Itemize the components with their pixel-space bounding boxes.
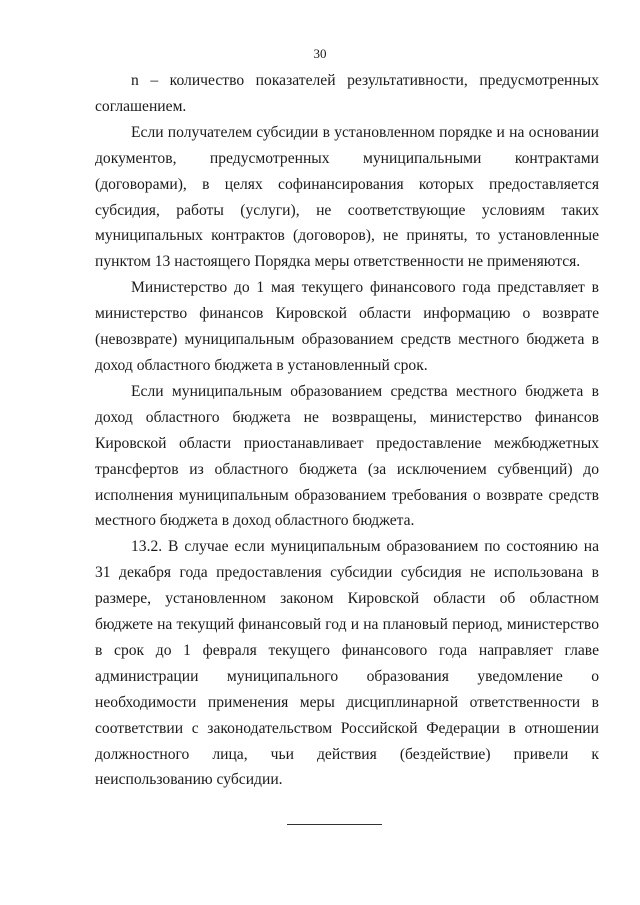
document-body (95, 68, 599, 793)
paragraph-13-2-disciplinary: 13.2. В случае если муниципальным образованием по состоянию на 31 декабря года предоставления субсидии субсидия не использована в размере, установленном законом Кировской области об областном бюджете на текущий финансовый год и на плановый период, министерство в срок до 1 февраля текущего финансового года направляет главе администрации муниципального образования уведомление о необходимости применения меры дисциплинарной ответственности в соответствии с законодательством Российской Федерации в отношении должностного лица, чьи действия (бездействие) привели к неиспользованию субсидии. (95, 538, 599, 789)
paragraph-works-not-accepted: Если получателем субсидии в установленном порядке и на основании документов, предусмотренных муниципальными контрактами (договорами), в целях софинансирования которых предоставляется субсидия, работы (услуги), не соответствующие условиям таких муниципальных контрактов (договоров), не приняты, то установленные пунктом 13 настоящего Порядка меры ответственности не применяются. (95, 123, 599, 271)
paragraph-indicator-definition: n – количество показателей результативности, предусмотренных соглашением. (95, 72, 599, 115)
paragraph-transfer-suspension: Если муниципальным образованием средства местного бюджета в доход областного бюджета не возвращены, министерство финансов Кировской области приостанавливает предоставление межбюджетных трансфертов из областного бюджета (за исключением субвенций) до исполнения муниципальным образованием требования о возврате средств местного бюджета в доход областного бюджета. (95, 382, 599, 530)
end-separator-line (287, 824, 382, 825)
page-number: 30 (313, 46, 327, 61)
paragraph-ministry-report: Министерство до 1 мая текущего финансового года представляет в министерство финансов Кировской области информацию о возврате (невозврате) муниципальным образованием средств местного бюджета в доход областного бюджета в установленный срок. (95, 279, 599, 374)
